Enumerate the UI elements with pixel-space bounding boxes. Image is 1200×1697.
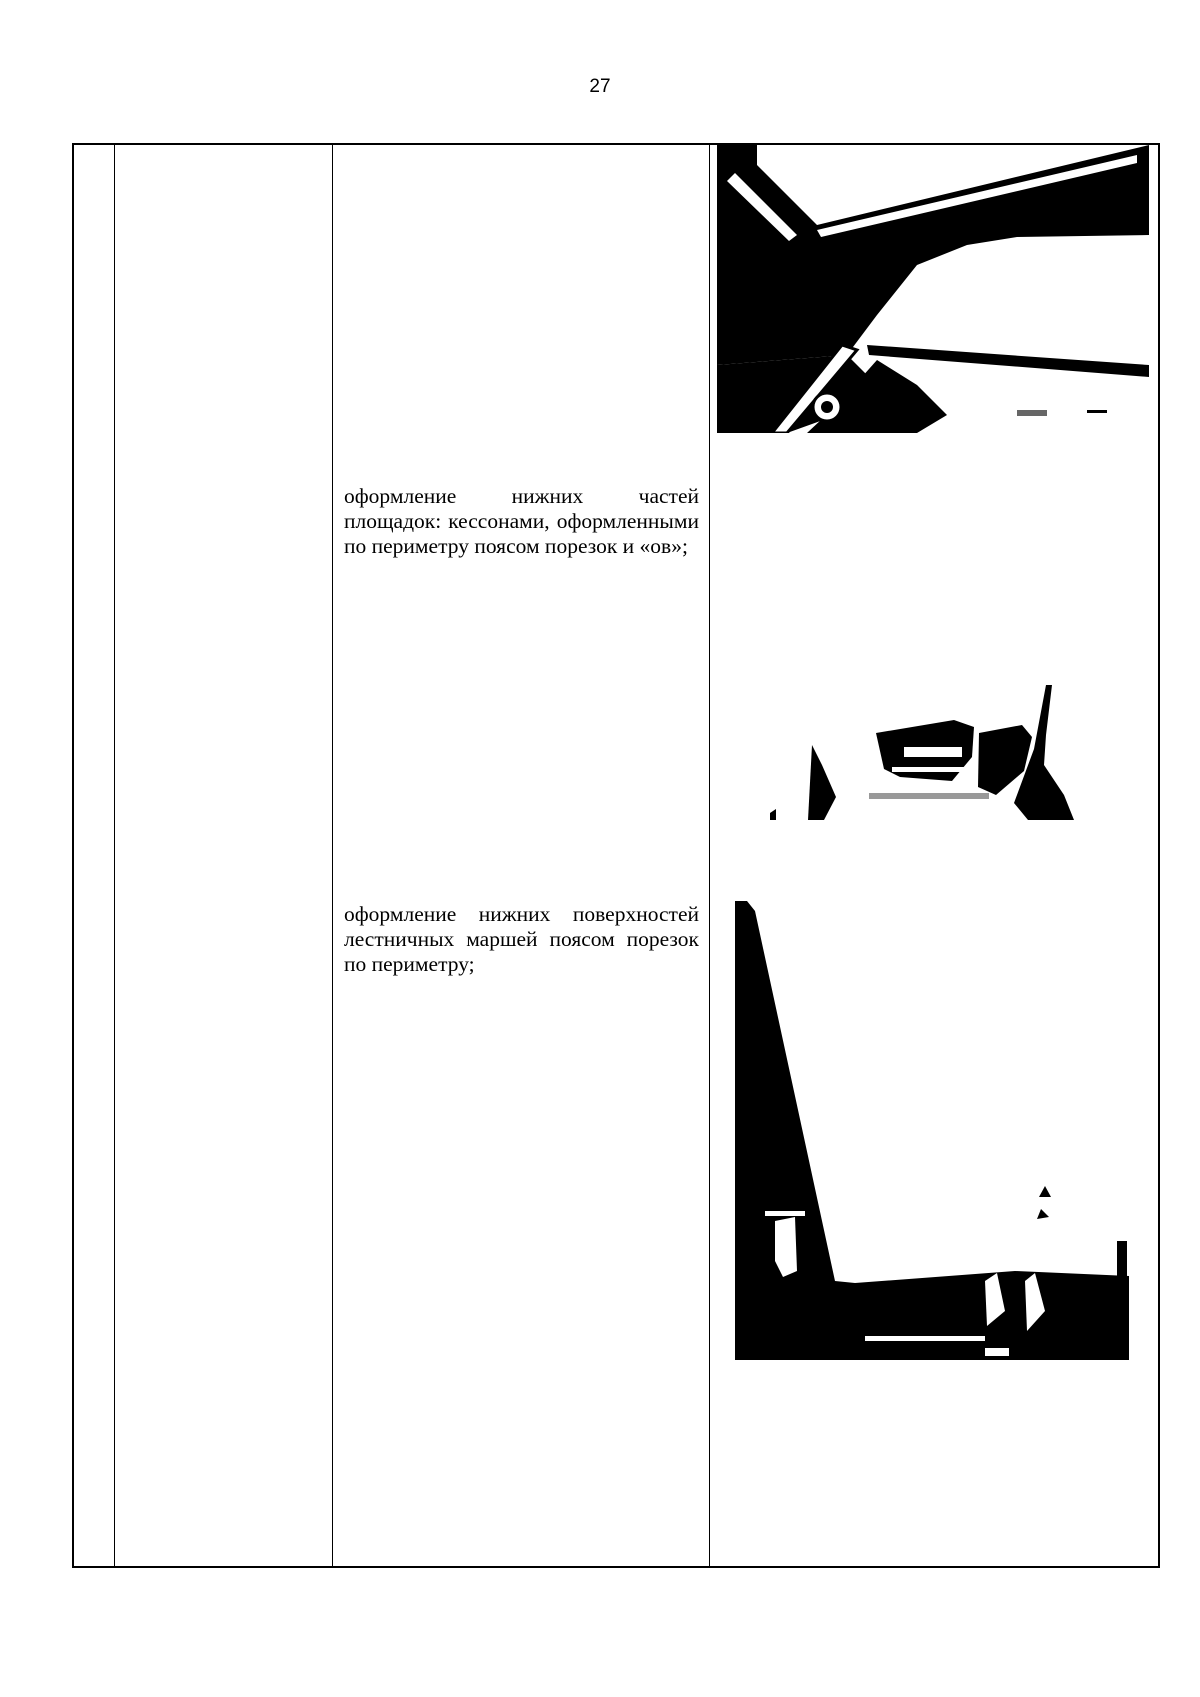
document-table	[72, 143, 1160, 1568]
staircase-photo-3	[735, 901, 1129, 1360]
column-divider	[332, 145, 333, 1566]
column-divider	[709, 145, 710, 1566]
column-divider	[114, 145, 115, 1566]
table-cell-text: оформление нижних частей площадок: кессонами, оформленными по периметру поясом порезок и «ов»;	[344, 484, 699, 558]
table-cell-text: оформление нижних поверхностей лестничных маршей поясом порезок по периметру;	[344, 902, 699, 976]
staircase-photo-1	[717, 145, 1149, 433]
page-number: 27	[589, 76, 611, 97]
staircase-photo-2	[764, 685, 1094, 820]
